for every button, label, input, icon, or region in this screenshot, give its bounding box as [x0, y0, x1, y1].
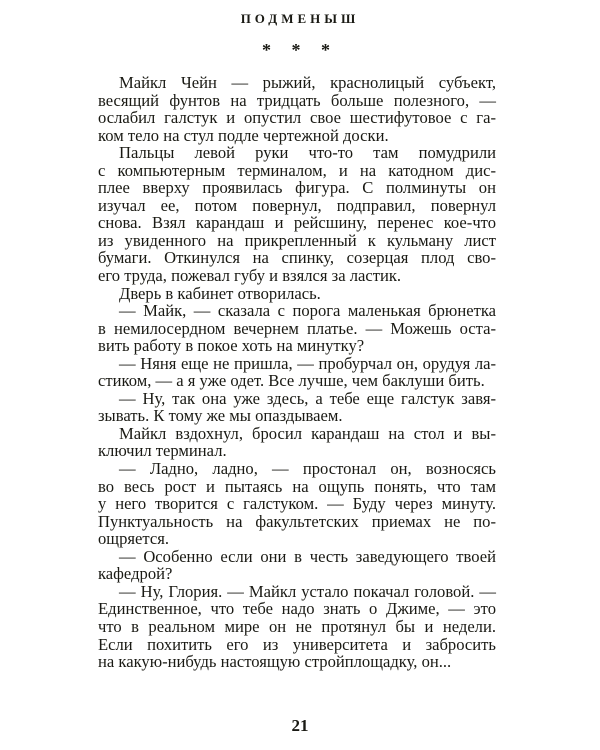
paragraph [98, 583, 496, 671]
text-line: зывать. К тому же мы опаздываем. [98, 406, 343, 426]
text-line: кафедрой? [98, 564, 173, 584]
text-line: плее вверху проявилась фигура. С полминуты он [98, 178, 496, 198]
text-line: ком тело на стул подле чертежной доски. [98, 125, 389, 145]
text-line: весящий фунтов на тридцать больше полезного, — [98, 90, 496, 110]
text-line: бумаги. Откинулся на спинку, созерцая плод сво- [98, 248, 496, 268]
text-line: что в реальном мире он не протянул бы и недели. [98, 616, 496, 636]
text-line: — Няня еще не пришла, — пробурчал он, орудуя ла- [119, 353, 496, 373]
paragraph [98, 144, 496, 284]
text-line: вить работу в покое хоть на минутку? [98, 336, 365, 356]
text-line: из увиденного на прикрепленный к кульману лист [98, 230, 496, 250]
text-line: в немилосердном вечернем платье. — Можешь оста- [98, 318, 496, 338]
text-line: — Особенно если они в честь заведующего твоей [119, 546, 496, 566]
text-line: его труда, пожевал губу и взялся за ластик. [98, 266, 402, 286]
page-body-text [98, 74, 496, 671]
running-title: ПОДМЕНЫШ [240, 11, 360, 26]
text-line: с компьютерным терминалом, и на катодном дис- [98, 160, 496, 180]
text-line: Пальцы левой руки что-то там помудрили [119, 143, 496, 163]
text-line: — Ну, Глория. — Майкл устало покачал головой. — [119, 581, 496, 601]
paragraph [98, 390, 496, 425]
text-line: у него творится с галстуком. — Буду через минуту. [98, 494, 496, 514]
text-line: ослабил галстук и опустил свое шестифутовое с га- [98, 108, 496, 128]
text-line: Майкл Чейн — рыжий, краснолицый субъект, [119, 73, 496, 92]
section-break: * * * [262, 40, 338, 60]
text-line: во весь рост и пытаясь на ощупь понять, что там [98, 476, 496, 496]
text-line: — Ну, так она уже здесь, а тебе еще галстук завя- [119, 388, 496, 408]
text-line: — Ладно, ладно, — простонал он, возносясь [119, 459, 496, 479]
paragraph [98, 548, 496, 583]
paragraph [98, 285, 496, 303]
page-number: 21 [291, 716, 309, 735]
text-line: снова. Взял карандаш и рейсшину, перенес кое-что [98, 213, 496, 233]
text-line: Единственное, что тебе надо знать о Джиме, — это [98, 599, 496, 619]
text-line: Дверь в кабинет отворилась. [119, 283, 321, 303]
text-line: Майкл вздохнул, бросил карандаш на стол и вы- [119, 423, 496, 443]
text-line: изучал ее, потом повернул, подправил, повернул [98, 195, 496, 215]
paragraph [98, 355, 496, 390]
paragraph [98, 74, 496, 144]
text-line: ключил терминал. [98, 441, 227, 461]
text-line: Если похитить его из университета и забросить [98, 634, 496, 654]
text-line: — Майк, — сказала с порога маленькая брюнетка [119, 301, 496, 321]
text-line: стиком, — а я уже одет. Все лучше, чем баклуши бить. [98, 371, 485, 391]
paragraph [98, 460, 496, 548]
paragraph [98, 425, 496, 460]
paragraph [98, 302, 496, 355]
text-line: ощряется. [98, 529, 169, 549]
text-line: Пунктуальность на факультетских приемах не по- [98, 511, 496, 531]
text-line: на какую-нибудь настоящую стройплощадку, он... [98, 652, 452, 672]
